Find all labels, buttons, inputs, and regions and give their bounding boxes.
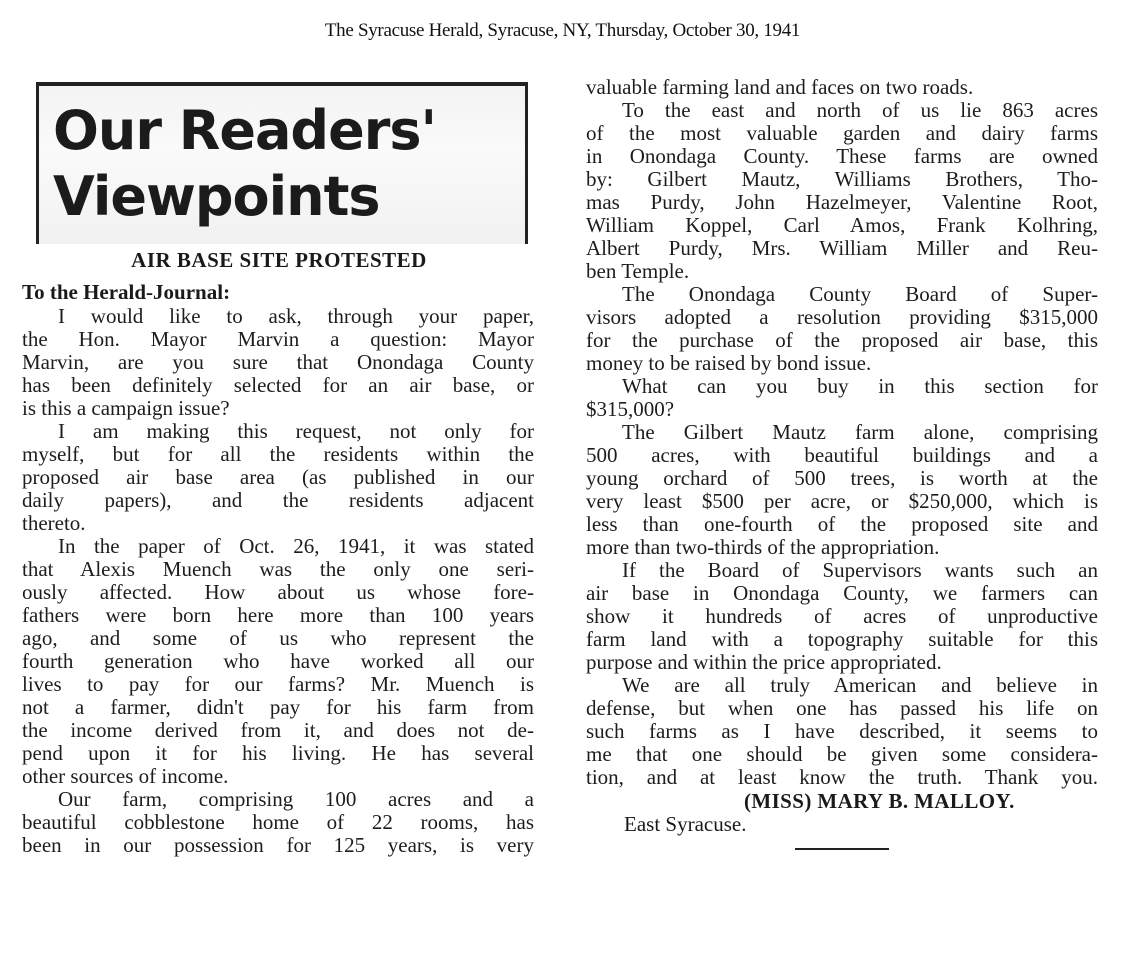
masthead-title-line-1: Our Readers' bbox=[53, 99, 437, 162]
text-line: mas Purdy, John Hazelmeyer, Valentine Root, bbox=[586, 191, 1098, 214]
masthead-title-line-2: Viewpoints bbox=[53, 165, 380, 228]
text-line: tion, and at least know the truth. Thank you. bbox=[586, 766, 1098, 789]
text-line: proposed air base area (as published in our bbox=[22, 466, 534, 489]
text-line: Our farm, comprising 100 acres and a bbox=[58, 788, 534, 811]
page-caption: The Syracuse Herald, Syracuse, NY, Thursday, October 30, 1941 bbox=[324, 20, 801, 41]
text-line: me that one should be given some considera- bbox=[586, 743, 1098, 766]
end-rule bbox=[795, 848, 889, 850]
text-line: air base in Onondaga County, we farmers can bbox=[586, 582, 1098, 605]
letter-place: East Syracuse. bbox=[624, 812, 747, 836]
text-line: daily papers), and the residents adjacent bbox=[22, 489, 534, 512]
text-line: $315,000? bbox=[586, 398, 675, 421]
left-column bbox=[22, 305, 534, 857]
text-line: If the Board of Supervisors wants such an bbox=[622, 559, 1098, 582]
text-line: I would like to ask, through your paper, bbox=[58, 305, 534, 328]
text-line: other sources of income. bbox=[22, 765, 229, 788]
text-line: ago, and some of us who represent the bbox=[22, 627, 534, 650]
text-line: defense, but when one has passed his life on bbox=[586, 697, 1098, 720]
text-line: fourth generation who have worked all our bbox=[22, 650, 534, 673]
text-line: that Alexis Muench was the only one seri- bbox=[22, 558, 534, 581]
text-line: ously affected. How about us whose fore- bbox=[22, 581, 534, 604]
text-line: pend upon it for his living. He has several bbox=[22, 742, 534, 765]
text-line: We are all truly American and believe in bbox=[622, 674, 1098, 697]
text-line: show it hundreds of acres of unproductive bbox=[586, 605, 1098, 628]
text-line: What can you buy in this section for bbox=[622, 375, 1098, 398]
text-line: young orchard of 500 trees, is worth at the bbox=[586, 467, 1098, 490]
text-line: Albert Purdy, Mrs. William Miller and Reu- bbox=[586, 237, 1098, 260]
text-line: more than two-thirds of the appropriation. bbox=[586, 536, 940, 559]
text-line: valuable farming land and faces on two roads. bbox=[586, 76, 974, 99]
text-line: To the east and north of us lie 863 acres bbox=[622, 99, 1098, 122]
text-line: purpose and within the price appropriated. bbox=[586, 651, 942, 674]
text-line: not a farmer, didn't pay for his farm from bbox=[22, 696, 534, 719]
text-line: the Hon. Mayor Marvin a question: Mayor bbox=[22, 328, 534, 351]
text-line: ben Temple. bbox=[586, 260, 690, 283]
text-line: myself, but for all the residents within the bbox=[22, 443, 534, 466]
text-line: I am making this request, not only for bbox=[58, 420, 534, 443]
text-line: thereto. bbox=[22, 512, 86, 535]
text-line: farm land with a topography suitable for this bbox=[586, 628, 1098, 651]
text-line: very least $500 per acre, or $250,000, which is bbox=[586, 490, 1098, 513]
text-line: The Onondaga County Board of Super- bbox=[622, 283, 1098, 306]
text-line: less than one-fourth of the proposed site and bbox=[586, 513, 1098, 536]
column-masthead bbox=[36, 82, 528, 244]
text-line: Marvin, are you sure that Onondaga County bbox=[22, 351, 534, 374]
text-line: In the paper of Oct. 26, 1941, it was stated bbox=[58, 535, 534, 558]
text-line: by: Gilbert Mautz, Williams Brothers, Tho- bbox=[586, 168, 1098, 191]
text-line: is this a campaign issue? bbox=[22, 397, 230, 420]
text-line: for the purchase of the proposed air base, this bbox=[586, 329, 1098, 352]
text-line: has been definitely selected for an air base, or bbox=[22, 374, 534, 397]
text-line: beautiful cobblestone home of 22 rooms, has bbox=[22, 811, 534, 834]
letter-headline: AIR BASE SITE PROTESTED bbox=[131, 248, 427, 272]
text-line: William Koppel, Carl Amos, Frank Kolhring, bbox=[586, 214, 1098, 237]
right-column bbox=[586, 76, 1098, 789]
text-line: been in our possession for 125 years, is very bbox=[22, 834, 534, 857]
text-line: visors adopted a resolution providing $315,000 bbox=[586, 306, 1098, 329]
text-line: the income derived from it, and does not de- bbox=[22, 719, 534, 742]
text-line: in Onondaga County. These farms are owned bbox=[586, 145, 1098, 168]
text-line: fathers were born here more than 100 years bbox=[22, 604, 534, 627]
text-line: The Gilbert Mautz farm alone, comprising bbox=[622, 421, 1098, 444]
text-line: of the most valuable garden and dairy farms bbox=[586, 122, 1098, 145]
text-line: 500 acres, with beautiful buildings and a bbox=[586, 444, 1098, 467]
letter-salutation: To the Herald-Journal: bbox=[22, 280, 231, 304]
text-line: money to be raised by bond issue. bbox=[586, 352, 872, 375]
letter-signature: (MISS) MARY B. MALLOY. bbox=[744, 789, 1015, 813]
text-line: such farms as I have described, it seems to bbox=[586, 720, 1098, 743]
text-line: lives to pay for our farms? Mr. Muench is bbox=[22, 673, 534, 696]
